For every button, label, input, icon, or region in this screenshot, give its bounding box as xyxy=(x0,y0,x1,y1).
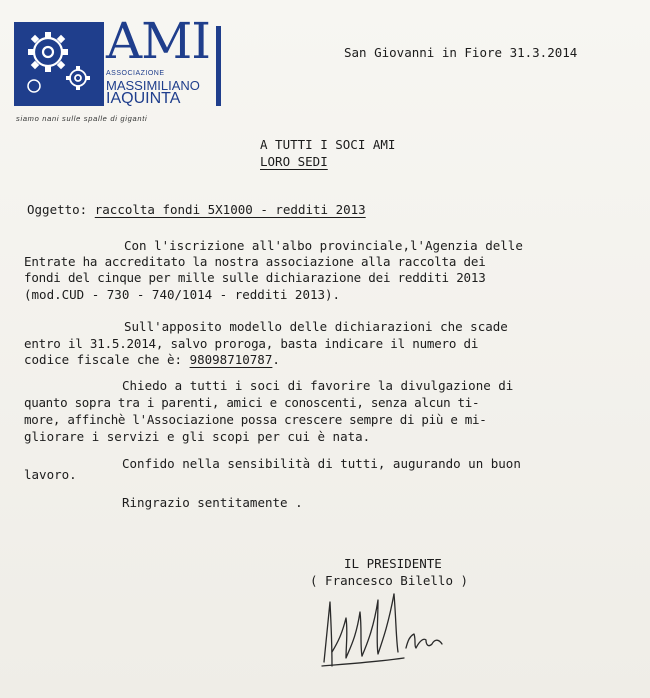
letterhead-logo xyxy=(14,12,229,130)
paragraph-line: gliorare i servizi e gli scopi per cui è nata. xyxy=(24,429,371,444)
logo-assoc-label: ASSOCIAZIONE xyxy=(106,70,165,77)
paragraph-line: more, affinchè l'Associazione possa crescere sempre di più e mi- xyxy=(24,412,487,427)
logo-divider xyxy=(216,26,221,106)
fiscal-code-end: . xyxy=(272,352,280,367)
thanks-line: Ringrazio sentitamente . xyxy=(122,495,303,510)
handwritten-signature xyxy=(316,582,466,674)
subject-line xyxy=(27,204,366,217)
paragraph-line: quanto sopra tra i parenti, amici e conoscenti, senza alcun ti- xyxy=(24,395,480,410)
paragraph-line: fondi del cinque per mille sulle dichiarazione dei redditi 2013 xyxy=(24,270,486,285)
paragraph-line: Entrate ha accreditato la nostra associazione alla raccolta dei xyxy=(24,254,486,269)
place-date: San Giovanni in Fiore 31.3.2014 xyxy=(344,45,578,60)
fiscal-code-label: codice fiscale che è: xyxy=(24,352,183,367)
paragraph-line: Con l'iscrizione all'albo provinciale,l'Agenzia delle xyxy=(124,238,523,253)
paragraph-line: (mod.CUD - 730 - 740/1014 - redditi 2013). xyxy=(24,287,341,302)
fiscal-code-value: 98098710787 xyxy=(189,352,273,367)
recipient-line2: LORO SEDI xyxy=(260,154,328,169)
paragraph-line: Sull'apposito modello delle dichiarazioni che scade xyxy=(124,319,508,334)
logo-acronym: AMI xyxy=(106,12,211,70)
paragraph-line: Chiedo a tutti i soci di favorire la divulgazione di xyxy=(122,378,514,393)
paragraph-line: entro il 31.5.2014, salvo proroga, basta indicare il numero di xyxy=(24,336,479,351)
logo-first-name: MASSIMILIANO xyxy=(106,78,200,93)
subject-label: Oggetto: xyxy=(27,202,88,217)
logo-last-name: IAQUINTA xyxy=(106,90,181,107)
signatory-name: ( Francesco Bilello ) xyxy=(310,573,469,588)
signatory-title: IL PRESIDENTE xyxy=(344,556,442,571)
logo-motto: siamo nani sulle spalle di giganti xyxy=(16,114,148,123)
subject-text: raccolta fondi 5X1000 - redditi 2013 xyxy=(94,202,366,217)
paragraph-line: Confido nella sensibilità di tutti, augurando un buon xyxy=(122,456,521,471)
gears-logo-icon xyxy=(14,22,104,106)
recipient-line1: A TUTTI I SOCI AMI xyxy=(260,137,396,152)
paragraph-line xyxy=(24,354,280,367)
paragraph-line: lavoro. xyxy=(24,467,77,482)
